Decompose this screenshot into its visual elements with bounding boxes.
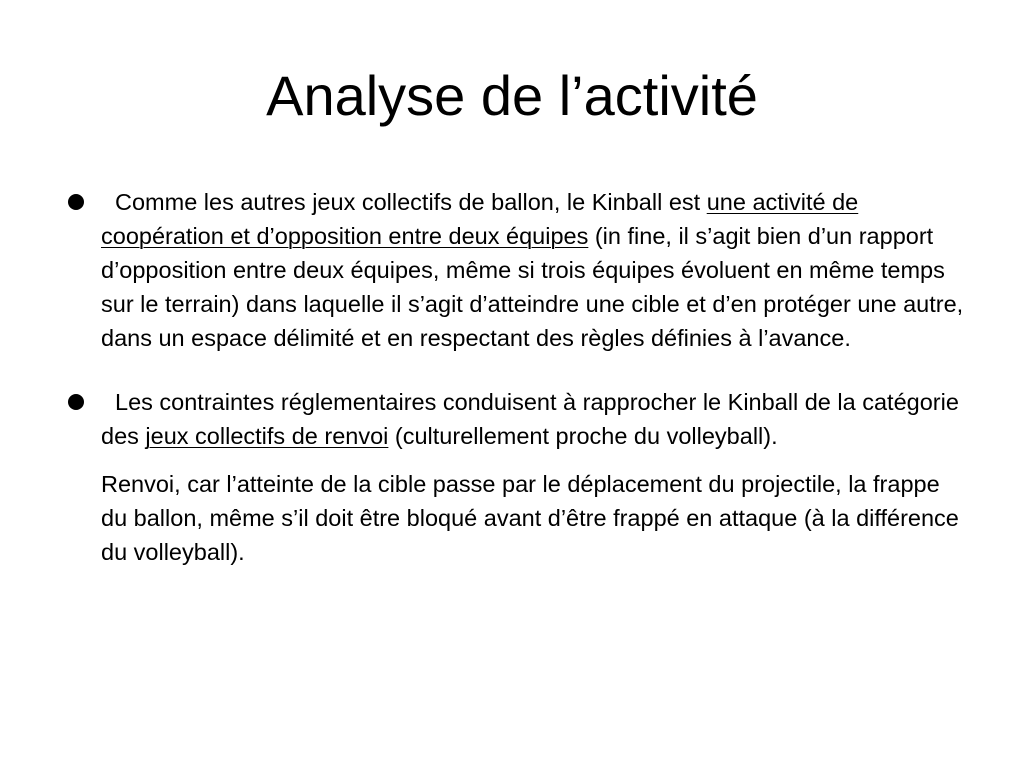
- paragraph-cooperation-opposition: [101, 185, 966, 355]
- text-segment: (in fine, il s’agit bien d’un rapport d’opposition entre deux équipes, même si trois équipes évoluent en même temps sur le terrain) dans laquelle il s’agit d’atteindre une cible et d’en protéger une autre, dans un espace délimité et en respectant des règles définies à l’avance.: [101, 223, 964, 351]
- slide-title: Analyse de l’activité: [266, 64, 758, 127]
- text-segment: (culturellement proche du volleyball).: [388, 423, 778, 449]
- paragraph-jeux-de-renvoi: [101, 385, 966, 453]
- bullet-point-icon: [68, 194, 84, 210]
- bullet-item-2: [66, 385, 966, 569]
- underlined-text: jeux collectifs de renvoi: [145, 423, 389, 449]
- paragraph-renvoi-explanation: Renvoi, car l’atteinte de la cible passe par le déplacement du projectile, la frappe du ballon, même s’il doit être bloqué avant d’être frappé en attaque (à la différence du volleyball).: [101, 471, 959, 565]
- bullet-point-icon: [68, 394, 84, 410]
- bullet-item-1: [66, 185, 966, 355]
- underlined-text: une activité de coopération et d’opposition entre deux équipes: [101, 189, 859, 249]
- text-segment: Comme les autres jeux collectifs de ballon, le Kinball est: [115, 189, 707, 215]
- slide-body: [66, 185, 966, 569]
- text-segment: Les contraintes réglementaires conduisent à rapprocher le Kinball de la catégorie des: [101, 389, 959, 449]
